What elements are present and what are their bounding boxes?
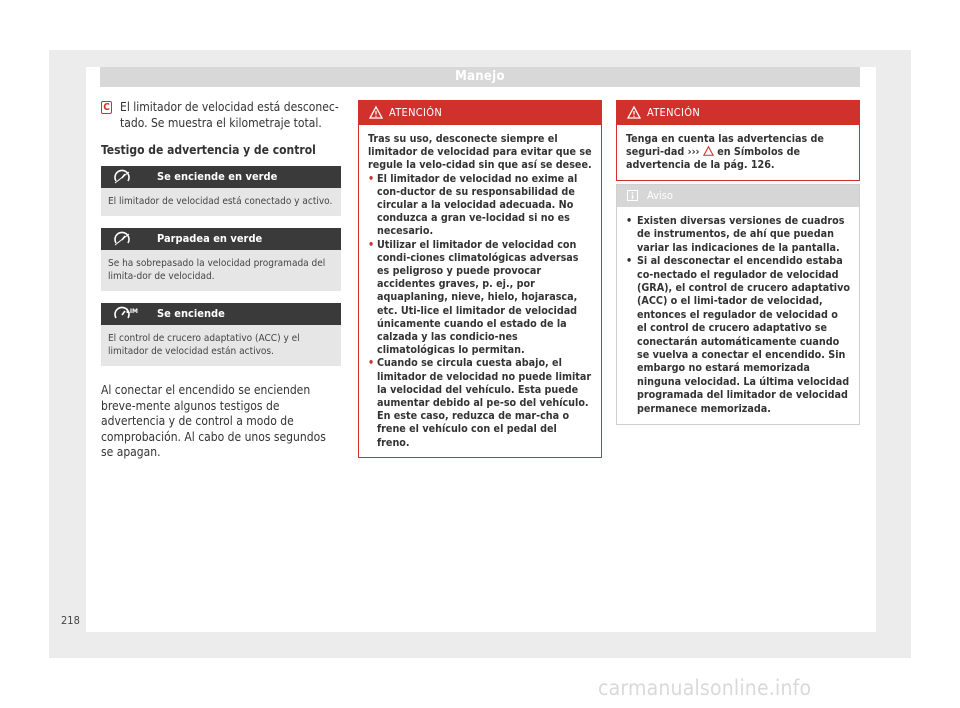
svg-text:LIM: LIM (126, 308, 139, 315)
speedometer-limiter-icon (113, 231, 131, 247)
attention-box (616, 100, 860, 181)
bullet-item (368, 172, 592, 238)
page-number: 218 (61, 614, 80, 627)
warning-block (101, 303, 341, 366)
warning-bar (101, 303, 341, 325)
body-paragraph: Al conectar el encendido se encienden breve-mente algunos testigos de advertencia y de control a modo de comprobación. Al cabo de unos segundos se apagan. (101, 383, 326, 459)
warning-triangle-icon (703, 146, 714, 156)
left-column (101, 100, 341, 461)
step-text: El limitador de velocidad está desconec-tado. Se muestra el kilometraje total. (120, 100, 339, 130)
speedometer-limiter-icon (113, 169, 131, 185)
warning-label: Se enciende en verde (157, 170, 278, 183)
bullet-item (626, 254, 850, 415)
attention-body (359, 125, 601, 457)
attention-intro: Tras su uso, desconecte siempre el limitador de velocidad para evitar que se regule la velo-cidad sin que así se desee. (368, 132, 592, 172)
watermark: carmanualsonline.info (598, 676, 812, 700)
attention-title: ATENCIÓN (647, 106, 701, 119)
attention-header (617, 101, 859, 125)
attention-body (617, 125, 859, 180)
notice-box (616, 184, 860, 425)
attention-header (359, 101, 601, 125)
warning-bar (101, 228, 341, 250)
bullet-text: Cuando se circula cuesta abajo, el limitador de velocidad no puede limitar la velocidad del vehículo. Esta puede aumentar debido al pe-so del vehículo. En este caso, reduzca de mar-cha o frene el vehículo con el pedal del freno. (377, 356, 592, 449)
attention-link-text[interactable]: en Símbolos de advertencia de la pág. 126. (626, 145, 801, 172)
warning-label: Parpadea en verde (157, 232, 263, 245)
bullet-dot-icon: • (626, 214, 633, 227)
bullet-text: Existen diversas versiones de cuadros de instrumentos, de ahí que puedan variar las indicaciones de la pantalla. (637, 214, 845, 254)
attention-box (358, 100, 602, 458)
notice-body (617, 207, 859, 424)
warning-block (101, 166, 341, 216)
warning-description: Se ha sobrepasado la velocidad programada del limita-dor de velocidad. (101, 250, 341, 291)
section-header: Manejo (100, 67, 860, 87)
speedometer-limiter-lim-icon (113, 306, 139, 322)
warning-description: El control de crucero adaptativo (ACC) y el limitador de velocidad están activos. (101, 325, 341, 366)
bullet-item (368, 238, 592, 357)
warning-heading: Testigo de advertencia y de control (101, 143, 316, 157)
attention-title: ATENCIÓN (389, 106, 443, 119)
warning-label: Se enciende (157, 307, 225, 320)
info-icon (627, 190, 638, 201)
bullet-dot-icon: • (368, 171, 375, 185)
bullet-dot-icon: • (626, 254, 633, 268)
warning-triangle-icon (627, 106, 641, 119)
warning-bar (101, 166, 341, 188)
bullet-item (626, 214, 850, 254)
bullet-dot-icon: • (368, 356, 375, 370)
notice-header (617, 185, 859, 207)
bullet-text: Si al desconectar el encendido estaba co-nectado el regulador de velocidad (GRA), el control de crucero adaptativo (ACC) o el limi-tador de velocidad, entonces el regulador de velocidad o el control de crucero adaptativo se conectarán automáticamente cuando se vuelva a conectar el encendido. Sin embargo no estará memorizada ninguna velocidad. La última velocidad programada del limitador de velocidad permanece memorizada. (637, 254, 850, 415)
bullet-item (368, 356, 592, 448)
attention-text: Tenga en cuenta las advertencias de seguri-dad ››› (626, 132, 824, 159)
step-badge: C (101, 101, 112, 114)
step-item (101, 100, 341, 131)
notice-title: Aviso (647, 189, 673, 202)
warning-triangle-icon (369, 106, 383, 119)
warning-description: El limitador de velocidad está conectado y activo. (101, 188, 341, 216)
warning-block (101, 228, 341, 291)
bullet-dot-icon: • (368, 237, 375, 251)
bullet-text: Utilizar el limitador de velocidad con condi-ciones climatológicas adversas es peligroso y puede provocar accidentes graves, p. ej., por aquaplaning, nieve, hielo, hojarasca, etc. Uti-lice el limitador de velocidad únicamente cuando el estado de la calzada y las condicio-nes climatológicas lo permitan. (377, 237, 579, 357)
bullet-text: El limitador de velocidad no exime al con-ductor de su responsabilidad de circular a la velocidad adecuada. No conduzca a gran ve-locidad si no es necesario. (377, 171, 578, 238)
